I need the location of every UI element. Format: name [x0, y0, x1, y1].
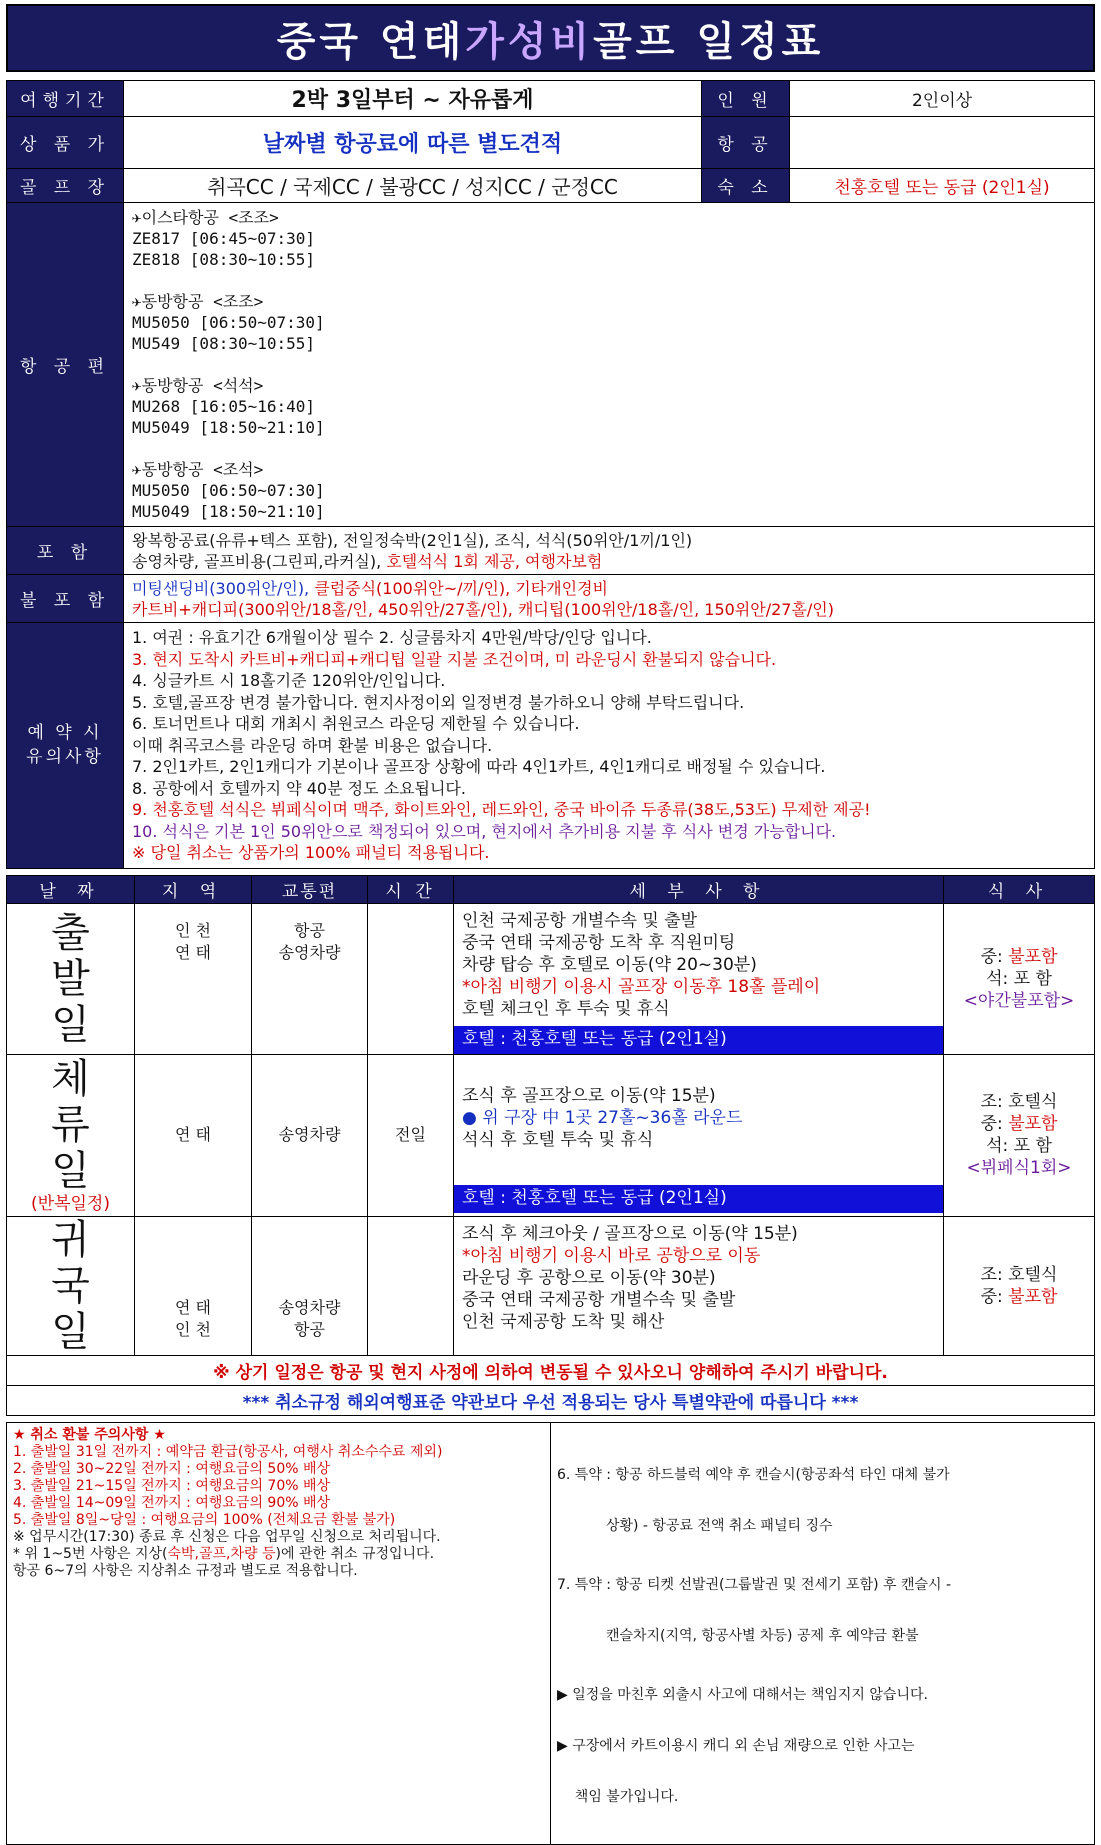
- day-details: 조식 후 체크아웃 / 골프장으로 이동(약 15분) *아침 비행기 이용시 바로 공항으로 이동 라운딩 후 공항으로 이동(약 30분) 중국 연태 국제공항 개별수속 및 출발 인천 국제공항 도착 및 해산: [454, 1216, 944, 1355]
- stay-label: 숙 소: [702, 169, 790, 203]
- page-title: 중국 연태 가성비 골프 일정표: [6, 4, 1095, 72]
- cancel-rules: ★ 취소 환불 주의사항 ★ 1. 출발일 31일 전까지 : 예약금 환급(항공사, 여행사 취소수수료 제외) 2. 출발일 30~22일 전까지 : 여행요금의 50% 배상 3. 출발일 21~15일 전까지 : 여행요금의 70% 배상 4. 출발일 14~09일 전까지 : 여행요금의 90% 배상 5. 출발일 8일~당일 : 여행요금의 100% (전체요금 환불 불가) ※ 업무시간(17:30) 종료 후 신청은 다음 업무일 신청으로 처리됩니다. * 위 1~5번 사항은 지상(숙박,골프,차량 등)에 관한 취소 규정입니다. 항공 6~7의 사항은 지상취소 규정과 별도로 적용합니다.: [7, 1422, 551, 1844]
- schedule-header: 날 짜 지 역 교통편 시 간 세 부 사 항 식 사: [7, 875, 1095, 903]
- schedule-table: [6, 875, 1095, 1416]
- flight-group: ✈동방항공 <석석> MU268 [16:05~16:40] MU5049 [18:50~21:10]: [132, 376, 325, 437]
- schedule-row-day1: 출 발 일 인 천 연 태 항공 송영차량 인천 국제공항 개별수속 및 출발 중국 연태 국제공항 도착 후 직원미팅 차량 탑승 후 호텔로 이동(약 20~30분) *아침 비행기 이용시 골프장 이동후 18홀 플레이 호텔 체크인 후 투숙 및 휴식 호텔 : 천홍호텔 또는 동급 (2인1실) 중: 불포함 석: 포 함 <야간불포함>: [7, 903, 1095, 1054]
- day-details: 인천 국제공항 개별수속 및 출발 중국 연태 국제공항 도착 후 직원미팅 차량 탑승 후 호텔로 이동(약 20~30분) *아침 비행기 이용시 골프장 이동후 18홀 플레이 호텔 체크인 후 투숙 및 휴식 호텔 : 천홍호텔 또는 동급 (2인1실): [454, 903, 944, 1054]
- golf-label: 골 프 장: [7, 169, 124, 203]
- schedule-notice: ※ 상기 일정은 항공 및 현지 사정에 의하여 변동될 수 있사오니 양해하여 주시기 바랍니다.: [7, 1355, 1095, 1385]
- info-table: [6, 80, 1095, 869]
- exclude-value: 미팅샌딩비(300위안/인), 클럽중식(100위안~/끼/인), 기타개인경비 카트비+캐디피(300위안/18홀/인, 450위안/27홀/인), 캐디팁(100위안/18홀/인, 150위안/27홀/인): [124, 575, 1095, 623]
- exclude-label: 불 포 함: [7, 575, 124, 623]
- flights-label: 항 공 편: [7, 203, 124, 527]
- airline-label: 항 공: [702, 117, 790, 169]
- flight-group: ✈동방항공 <조조> MU5050 [06:50~07:30] MU549 [08:30~10:55]: [132, 292, 325, 353]
- flight-list: [124, 203, 1095, 527]
- airline-value: [790, 117, 1095, 169]
- hotel-bar: 호텔 : 천홍호텔 또는 동급 (2인1실): [454, 1026, 943, 1054]
- day-label: 체 류 일 (반복일정): [7, 1054, 135, 1216]
- golf-courses: 취곡CC / 국제CC / 불광CC / 성지CC / 군정CC: [124, 169, 702, 203]
- flight-group: ✈동방항공 <조석> MU5050 [06:50~07:30] MU5049 [18:50~21:10]: [132, 460, 325, 521]
- people-label: 인 원: [702, 81, 790, 117]
- price-value: 날짜별 항공료에 따른 별도견적: [124, 117, 702, 169]
- schedule-row-day2: 체 류 일 (반복일정) 연 태 송영차량 전일 조식 후 골프장으로 이동(약 15분) ● 위 구장 中 1곳 27홀~36홀 라운드 석식 후 호텔 투숙 및 휴식 호텔 : 천홍호텔 또는 동급 (2인1실) 조: 호텔식 중: 불포함 석: 포 함 <뷔페식1회>: [7, 1054, 1095, 1216]
- schedule-row-day3: 귀 국 일 연 태 인 천 송영차량 항공 조식 후 체크아웃 / 골프장으로 이동(약 15분) *아침 비행기 이용시 바로 공항으로 이동 라운딩 후 공항으로 이동(약 30분) 중국 연태 국제공항 개별수속 및 출발 인천 국제공항 도착 및 해산 조: 호텔식 중: 불포함: [7, 1216, 1095, 1355]
- include-value: 왕복항공료(유류+텍스 포함), 전일정숙박(2인1실), 조식, 석식(50위안/1끼/1인) 송영차량, 골프비용(그린피,라커실), 호텔석식 1회 제공, 여행자보험: [124, 527, 1095, 575]
- period-value: 2박 3일부터 ~ 자유롭게: [124, 81, 702, 117]
- meal-info: 조: 호텔식 중: 불포함: [944, 1216, 1095, 1355]
- special-terms: 6. 특약 : 항공 하드블럭 예약 후 캔슬시(항공좌석 타인 대체 불가 상황) - 항공료 전액 취소 패널티 징수 7. 특약 : 항공 티켓 선발권(그룹발권 및 전세기 포함) 후 캔슬시 - 캔슬차지(지역, 항공사별 차등) 공제 후 예약금 환불 ▶ 일정을 마친후 외출시 사고에 대해서는 책임지지 않습니다. ▶ 구장에서 카트이용시 캐디 외 손님 재량으로 인한 사고는 책임 불가입니다.: [551, 1422, 1095, 1844]
- flight-group: ✈이스타항공 <조조> ZE817 [06:45~07:30] ZE818 [08:30~10:55]: [132, 208, 316, 269]
- people-value: 2인이상: [790, 81, 1095, 117]
- day-label: 출 발 일: [7, 903, 135, 1054]
- stay-value: 천홍호텔 또는 동급 (2인1실): [790, 169, 1095, 203]
- include-label: 포 함: [7, 527, 124, 575]
- notes-label: 예 약 시 유의사항: [7, 623, 124, 869]
- booking-notes: 1. 여권 : 유효기간 6개월이상 필수 2. 싱글룸차지 4만원/박당/인당 입니다. 3. 현지 도착시 카트비+캐디피+캐디팁 일괄 지불 조건이며, 미 라운딩시 환불되지 않습니다. 4. 싱글카트 시 18홀기준 120위안/인입니다. 5. 호텔,골프장 변경 불가합니다. 현지사정이외 일정변경 불가하오니 양해 부탁드립니다. 6. 토너먼트나 대회 개최시 취원코스 라운딩 제한될 수 있습니다. 이때 취곡코스를 라운딩 하며 환불 비용은 없습니다. 7. 2인1카트, 2인1캐디가 기본이나 골프장 상황에 따라 4인1카트, 4인1캐디로 배정될 수 있습니다. 8. 공항에서 호텔까지 약 40분 정도 소요됩니다. 9. 천홍호텔 석식은 뷔페식이며 맥주, 화이트와인, 레드와인, 중국 바이쥬 두종류(38도,53도) 무제한 제공! 10. 석식은 기본 1인 50위안으로 책정되어 있으며, 현지에서 추가비용 지불 후 식사 변경 가능합니다. ※ 당일 취소는 상품가의 100% 패널티 적용됩니다.: [124, 623, 1095, 869]
- day-details: 조식 후 골프장으로 이동(약 15분) ● 위 구장 中 1곳 27홀~36홀 라운드 석식 후 호텔 투숙 및 휴식 호텔 : 천홍호텔 또는 동급 (2인1실): [454, 1054, 944, 1216]
- cancel-table: [6, 1422, 1095, 1845]
- hotel-bar: 호텔 : 천홍호텔 또는 동급 (2인1실): [454, 1185, 943, 1213]
- period-label: 여행기간: [7, 81, 124, 117]
- cancel-policy-notice: *** 취소규정 해외여행표준 약관보다 우선 적용되는 당사 특별약관에 따릅니다 ***: [7, 1385, 1095, 1415]
- meal-info: 조: 호텔식 중: 불포함 석: 포 함 <뷔페식1회>: [944, 1054, 1095, 1216]
- day-label: 귀 국 일: [7, 1216, 135, 1355]
- price-label: 상 품 가: [7, 117, 124, 169]
- meal-info: 중: 불포함 석: 포 함 <야간불포함>: [944, 903, 1095, 1054]
